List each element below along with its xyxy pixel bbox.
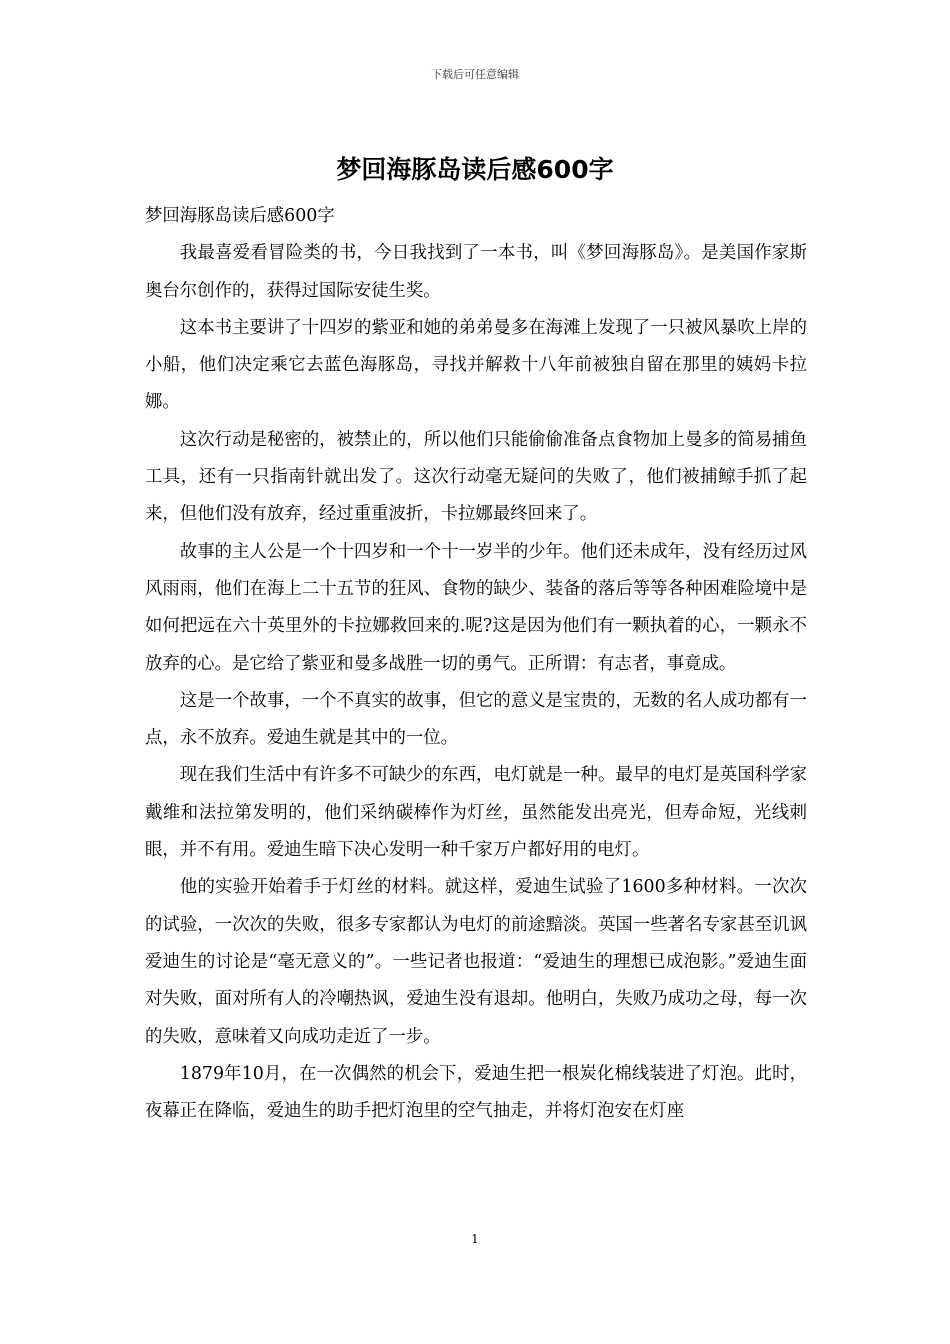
body-paragraph: 这是一个故事，一个不真实的故事，但它的意义是宝贵的，无数的名人成功都有一点，永不放弃。爱迪生就是其中的一位。 (145, 690, 807, 749)
body-paragraph: 这本书主要讲了十四岁的紫亚和她的弟弟曼多在海滩上发现了一只被风暴吹上岸的小船，他们决定乘它去蓝色海豚岛，寻找并解救十八年前被独自留在那里的姨妈卡拉娜。 (145, 317, 807, 413)
body-paragraph: 1879年10月，在一次偶然的机会下，爱迪生把一根炭化棉线装进了灯泡。此时，夜幕正在降临，爱迪生的助手把灯泡里的空气抽走，并将灯泡安在灯座 (145, 1063, 807, 1122)
document-title: 梦回海豚岛读后感600字 (336, 155, 614, 184)
body-paragraph: 我最喜爱看冒险类的书，今日我找到了一本书，叫《梦回海豚岛》。是美国作家斯奥台尔创作的，获得过国际安徒生奖。 (145, 243, 807, 301)
body-paragraph: 故事的主人公是一个十四岁和一个十一岁半的少年。他们还未成年，没有经历过风风雨雨，他们在海上二十五节的狂风、食物的缺少、装备的落后等等各种困难险境中是如何把远在六十英里外的卡拉娜救回来的.呢?这是因为他们有一颗执着的心，一颗永不放弃的心。是它给了紫亚和曼多战胜一切的勇气。正所谓：有志者，事竟成。 (145, 541, 807, 674)
page-number: 1 (471, 1232, 479, 1246)
body-paragraph: 现在我们生活中有许多不可缺少的东西，电灯就是一种。最早的电灯是英国科学家戴维和法拉第发明的，他们采纳碳棒作为灯丝，虽然能发出亮光，但寿命短，光线刺眼，并不有用。爱迪生暗下决心发明一种千家万户都好用的电灯。 (145, 765, 807, 861)
body-paragraph: 这次行动是秘密的，被禁止的，所以他们只能偷偷准备点食物加上曼多的简易捕鱼工具，还有一只指南针就出发了。这次行动毫无疑问的失败了，他们被捕鲸手抓了起来，但他们没有放弃，经过重重波折，卡拉娜最终回来了。 (145, 429, 807, 525)
page-header: 下载后可任意编辑 (431, 68, 519, 81)
body-paragraph: 他的实验开始着手于灯丝的材料。就这样，爱迪生试验了1600多种材料。一次次的试验，一次次的失败，很多专家都认为电灯的前途黯淡。英国一些著名专家甚至讥讽爱迪生的讨论是“毫无意义的”。一些记者也报道：“爱迪生的理想已成泡影。”爱迪生面对失败，面对所有人的冷嘲热讽，爱迪生没有退却。他明白，失败乃成功之母，每一次的失败，意味着又向成功走近了一步。 (145, 877, 807, 1047)
document-subtitle: 梦回海豚岛读后感600字 (145, 206, 335, 226)
document-body (145, 198, 807, 1130)
